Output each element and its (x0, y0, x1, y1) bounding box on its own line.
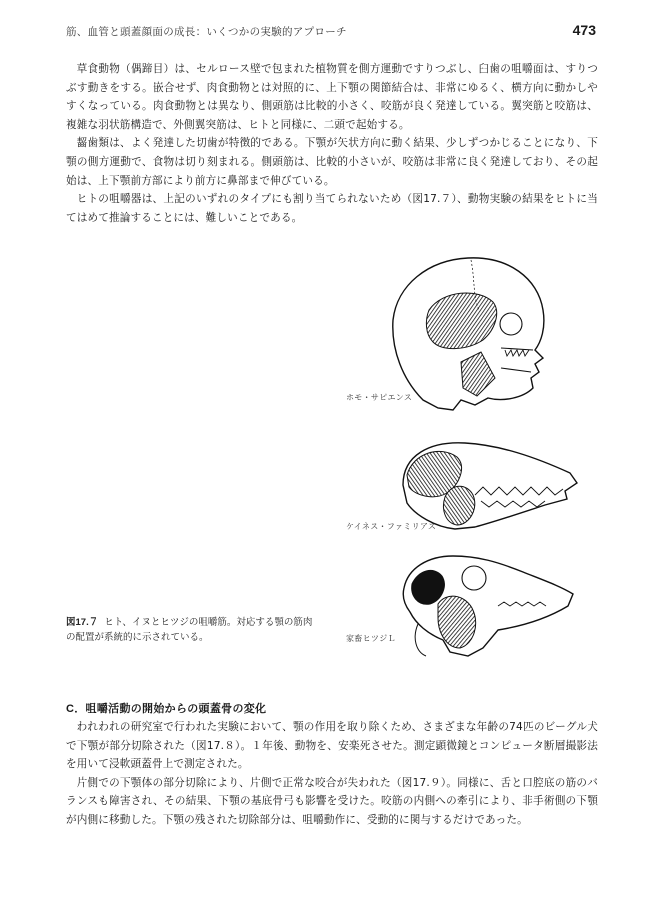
figure-17-7 (0, 240, 648, 660)
label-homo-sapiens: ホモ・サピエンス (346, 393, 413, 402)
sheep-skull-drawing (398, 548, 578, 663)
label-ovis-aries: 家畜ヒツジＬ (346, 634, 396, 643)
paragraph: われわれの研究室で行われた実験において、顎の作用を取り除くため、さまざまな年齢の74匹のビーグル犬で下顎が部分切除された（図17.８）。１年後、動物を、安楽死させた。測定顕微鏡とコンピュータ断層撮影法を用いて浸軟頭蓋骨上で測定された。 (66, 721, 598, 771)
caption-label: 図17.７ (66, 617, 99, 628)
caption-text: ヒト、イヌとヒツジの咀嚼筋。対応する顎の筋肉の配置が系統的に示されている。 (66, 617, 313, 643)
paragraph: ヒトの咀嚼器は、上記のいずれのタイプにも割り当てられないため（図17.７）、動物実験の結果をヒトに当てはめて推論することには、難しいことである。 (66, 193, 598, 224)
running-header (66, 22, 596, 42)
figure-caption (66, 615, 316, 645)
running-head-title: 筋、血管と頭蓋顔面の成長：いくつかの実験的アプローチ (66, 26, 347, 38)
paragraph: 片側での下顎体の部分切除により、片側で正常な咬合が失われた（図17.９）。同様に、舌と口腔底の筋のバランスも障害され、その結果、下顎の基底骨弓も影響を受けた。咬筋の内側への牽引により、非手術側の下顎が内側に移動した。下顎の残された切除部分は、咀嚼動作に、受動的に関与するだけであった。 (66, 776, 598, 826)
label-canis-familiaris: ケイネス・ファミリアス (346, 522, 437, 531)
body-text (66, 60, 598, 227)
paragraph: 草食動物（偶蹄目）は、セルロース壁で包まれた植物質を側方運動ですりつぶし、臼歯の咀嚼面は、すりつぶす動きをする。嵌合せず、肉食動物とは対照的に、上下顎の関節結合は、非常にゆるく、横方向に動かしやすくなっている。肉食動物とは異なり、側頭筋は比較的小さく、咬筋が良く発達している。翼突筋と咬筋は、複雑な羽状筋構造で、外側翼突筋は、ヒトと同様に、二頭で起始する。 (66, 63, 598, 131)
paragraph: 齧歯類は、よく発達した切歯が特徴的である。下顎が矢状方向に動く結果、少しずつかじることになり、下顎の側方運動で、食物は切り刻まれる。側頭筋は、比較的小さいが、咬筋は非常に良く発達しており、その起始は、上下顎前方部により前方に鼻部まで伸びている。 (66, 137, 598, 187)
section-c (66, 700, 598, 830)
page-number: 473 (572, 22, 596, 38)
dog-skull-drawing (395, 435, 585, 535)
section-heading: C．咀嚼活動の開始からの頭蓋骨の変化 (66, 703, 267, 715)
